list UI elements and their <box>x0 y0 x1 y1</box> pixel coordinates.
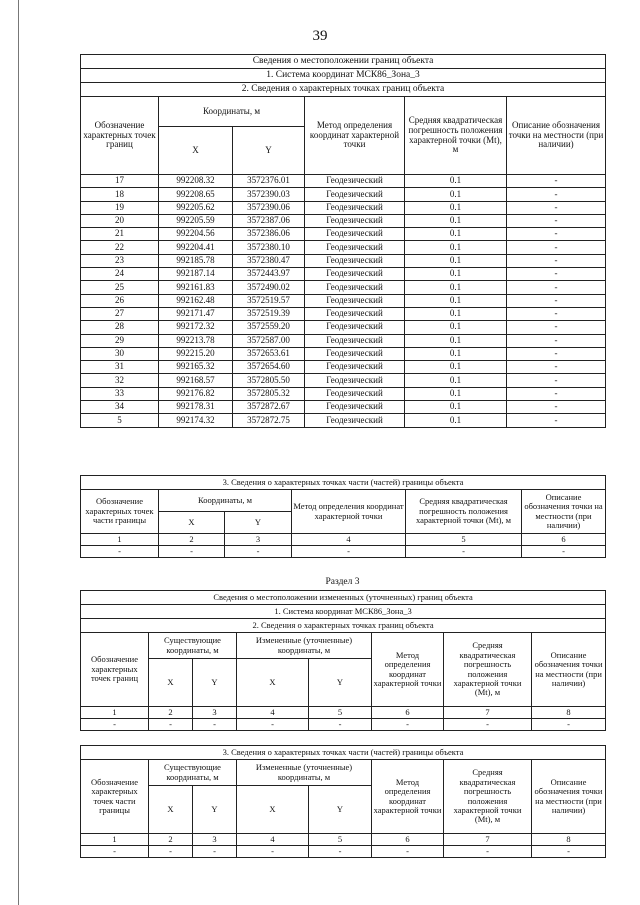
binding-margin-line <box>18 0 19 905</box>
table-cell: 992168.57 <box>159 374 233 387</box>
coordinate-system: 1. Система координат МСК86_Зона_3 <box>81 69 606 83</box>
table-row <box>81 307 606 320</box>
table-cell: Геодезический <box>305 254 405 267</box>
table-cell: 0.1 <box>405 188 507 201</box>
table-cell: 27 <box>81 307 159 320</box>
table-cell: 3572587.00 <box>233 334 305 347</box>
table-cell: 3572386.06 <box>233 228 305 241</box>
column-number: 2 <box>159 534 225 546</box>
column-number: 2 <box>149 834 193 846</box>
table-cell: 3572443.97 <box>233 268 305 281</box>
table-cell: - <box>81 546 159 558</box>
table-cell: 0.1 <box>405 175 507 188</box>
table-cell: - <box>522 546 606 558</box>
header-changed: Измененные (уточненные) координаты, м <box>237 760 372 786</box>
table-cell: 3572390.06 <box>233 201 305 214</box>
table-cell: - <box>237 846 309 858</box>
table-cell: - <box>444 846 532 858</box>
table-cell: 3572390.03 <box>233 188 305 201</box>
header-x: X <box>159 512 225 534</box>
column-number: 4 <box>237 834 309 846</box>
table-cell: 3572872.67 <box>233 401 305 414</box>
header-y: Y <box>225 512 292 534</box>
table-row <box>81 401 606 414</box>
table-cell: 18 <box>81 188 159 201</box>
column-number: 3 <box>193 707 237 719</box>
table-cell: Геодезический <box>305 281 405 294</box>
table-cell: - <box>532 719 606 731</box>
table-cell: - <box>507 254 606 267</box>
table-cell: - <box>507 214 606 227</box>
table-cell: 992187.14 <box>159 268 233 281</box>
header-method: Метод определения координат характерной точки <box>372 633 444 707</box>
header-point: Обозначение характерных точек части границы <box>81 760 149 834</box>
header-x: X <box>159 127 233 175</box>
table-cell: - <box>292 546 406 558</box>
header-existing: Существующие координаты, м <box>149 633 237 659</box>
header-accuracy: Средняя квадратическая погрешность положения характерной точки (Mt), м <box>444 760 532 834</box>
table-row <box>81 846 606 858</box>
header-description: Описание обозначения точки на местности (при наличии) <box>532 633 606 707</box>
table-cell: - <box>507 321 606 334</box>
header-x: X <box>237 786 309 834</box>
header-coords: Координаты, м <box>159 97 305 127</box>
table-cell: - <box>507 307 606 320</box>
table-cell: 992176.82 <box>159 387 233 400</box>
table-row <box>81 361 606 374</box>
header-point: Обозначение характерных точек границ <box>81 633 149 707</box>
header-y: Y <box>309 786 372 834</box>
table-cell: 992178.31 <box>159 401 233 414</box>
table-cell: 0.1 <box>405 254 507 267</box>
table-cell: 25 <box>81 281 159 294</box>
table-cell: 992215.20 <box>159 347 233 360</box>
table-row <box>81 281 606 294</box>
column-number: 7 <box>444 834 532 846</box>
page-number: 39 <box>312 28 328 44</box>
column-number: 8 <box>532 707 606 719</box>
table-title: 3. Сведения о характерных точках части (частей) границы объекта <box>81 746 606 760</box>
header-existing: Существующие координаты, м <box>149 760 237 786</box>
table-cell: - <box>507 281 606 294</box>
table-cell: Геодезический <box>305 188 405 201</box>
table-cell: - <box>372 719 444 731</box>
header-method: Метод определения координат характерной точки <box>292 490 406 534</box>
table-cell: Геодезический <box>305 294 405 307</box>
changed-boundary-points-table <box>80 590 606 731</box>
table-row <box>81 347 606 360</box>
table-cell: 0.1 <box>405 387 507 400</box>
table-title: Сведения о местоположении измененных (уточненных) границ объекта <box>81 591 606 605</box>
part-boundary-points-table <box>80 475 606 558</box>
table-cell: Геодезический <box>305 228 405 241</box>
table-cell: 0.1 <box>405 361 507 374</box>
table-cell: 992165.32 <box>159 361 233 374</box>
table-body <box>81 175 606 428</box>
table-row <box>81 214 606 227</box>
table-cell: 0.1 <box>405 374 507 387</box>
header-coords: Координаты, м <box>159 490 292 512</box>
column-number: 4 <box>237 707 309 719</box>
table-cell: - <box>81 846 149 858</box>
table-cell: 28 <box>81 321 159 334</box>
header-y: Y <box>233 127 305 175</box>
table-cell: 3572653.61 <box>233 347 305 360</box>
table-cell: - <box>507 241 606 254</box>
table-cell: 992205.62 <box>159 201 233 214</box>
coordinate-system: 1. Система координат МСК86_Зона_3 <box>81 605 606 619</box>
table-row <box>81 374 606 387</box>
table-row <box>81 188 606 201</box>
table-cell: - <box>507 268 606 281</box>
table-cell: - <box>193 719 237 731</box>
column-number: 1 <box>81 834 149 846</box>
table-cell: Геодезический <box>305 401 405 414</box>
table-cell: - <box>309 719 372 731</box>
column-number: 3 <box>225 534 292 546</box>
table-cell: - <box>507 347 606 360</box>
table-cell: Геодезический <box>305 374 405 387</box>
table-subtitle: 2. Сведения о характерных точках границ объекта <box>81 619 606 633</box>
table-cell: 992171.47 <box>159 307 233 320</box>
column-number: 1 <box>81 707 149 719</box>
column-number: 2 <box>149 707 193 719</box>
table-cell: 33 <box>81 387 159 400</box>
header-point: Обозначение характерных точек части границы <box>81 490 159 534</box>
table-cell: 0.1 <box>405 214 507 227</box>
table-cell: - <box>532 846 606 858</box>
table-cell: - <box>81 719 149 731</box>
table-cell: 29 <box>81 334 159 347</box>
table-cell: Геодезический <box>305 241 405 254</box>
table-cell: 992174.32 <box>159 414 233 427</box>
table-row <box>81 334 606 347</box>
section-heading: Раздел 3 <box>325 577 360 587</box>
table-row <box>81 719 606 731</box>
table-cell: 24 <box>81 268 159 281</box>
table-cell: - <box>372 846 444 858</box>
table-cell: - <box>225 546 292 558</box>
table-cell: - <box>309 846 372 858</box>
column-number: 5 <box>406 534 522 546</box>
table-cell: 992213.78 <box>159 334 233 347</box>
table-cell: 3572559.20 <box>233 321 305 334</box>
table-cell: 992162.48 <box>159 294 233 307</box>
header-y: Y <box>193 659 237 707</box>
table-cell: 992205.59 <box>159 214 233 227</box>
table-cell: - <box>193 846 237 858</box>
column-number: 8 <box>532 834 606 846</box>
table-row <box>81 241 606 254</box>
table-cell: - <box>507 374 606 387</box>
table-cell: - <box>507 175 606 188</box>
table-cell: 3572805.50 <box>233 374 305 387</box>
table-cell: 0.1 <box>405 294 507 307</box>
table-cell: - <box>507 188 606 201</box>
table-cell: - <box>149 846 193 858</box>
changed-part-boundary-points-table <box>80 745 606 858</box>
table-cell: 20 <box>81 214 159 227</box>
table-cell: 992204.41 <box>159 241 233 254</box>
table-cell: 992208.65 <box>159 188 233 201</box>
table-cell: - <box>507 228 606 241</box>
table-cell: 3572387.06 <box>233 214 305 227</box>
table-cell: 992172.32 <box>159 321 233 334</box>
table-cell: Геодезический <box>305 361 405 374</box>
table-row <box>81 387 606 400</box>
table-cell: 0.1 <box>405 414 507 427</box>
table-cell: 0.1 <box>405 241 507 254</box>
header-x: X <box>149 659 193 707</box>
header-accuracy: Средняя квадратическая погрешность положения характерной точки (Mt), м <box>405 97 507 175</box>
header-y: Y <box>309 659 372 707</box>
table-cell: Геодезический <box>305 214 405 227</box>
header-x: X <box>149 786 193 834</box>
table-cell: 992208.32 <box>159 175 233 188</box>
table-row <box>81 254 606 267</box>
table-cell: 5 <box>81 414 159 427</box>
table-cell: - <box>507 401 606 414</box>
table-cell: 26 <box>81 294 159 307</box>
table-cell: - <box>507 414 606 427</box>
table-cell: - <box>149 719 193 731</box>
table-cell: Геодезический <box>305 307 405 320</box>
table-cell: 0.1 <box>405 334 507 347</box>
table-cell: 22 <box>81 241 159 254</box>
header-method: Метод определения координат характерной точки <box>372 760 444 834</box>
table-cell: 32 <box>81 374 159 387</box>
table-title: Сведения о местоположении границ объекта <box>81 55 606 69</box>
table-cell: Геодезический <box>305 201 405 214</box>
header-y: Y <box>193 786 237 834</box>
table-cell: - <box>406 546 522 558</box>
column-number: 4 <box>292 534 406 546</box>
table-cell: - <box>444 719 532 731</box>
table-cell: - <box>507 334 606 347</box>
table-cell: 3572872.75 <box>233 414 305 427</box>
table-cell: 17 <box>81 175 159 188</box>
column-number: 1 <box>81 534 159 546</box>
header-x: X <box>237 659 309 707</box>
column-number: 6 <box>522 534 606 546</box>
column-number: 5 <box>309 707 372 719</box>
header-description: Описание обозначения точки на местности (при наличии) <box>522 490 606 534</box>
header-description: Описание обозначения точки на местности (при наличии) <box>532 760 606 834</box>
table-row <box>81 294 606 307</box>
table-row <box>81 268 606 281</box>
table-cell: Геодезический <box>305 387 405 400</box>
table-cell: 3572519.39 <box>233 307 305 320</box>
table-row <box>81 201 606 214</box>
column-number: 7 <box>444 707 532 719</box>
table-cell: 34 <box>81 401 159 414</box>
column-number: 6 <box>372 707 444 719</box>
table-cell: 30 <box>81 347 159 360</box>
table-cell: Геодезический <box>305 268 405 281</box>
table-cell: 23 <box>81 254 159 267</box>
table-cell: 0.1 <box>405 201 507 214</box>
boundary-points-table <box>80 54 606 428</box>
table-row <box>81 175 606 188</box>
table-cell: - <box>237 719 309 731</box>
table-cell: 0.1 <box>405 281 507 294</box>
column-number: 6 <box>372 834 444 846</box>
table-cell: - <box>507 294 606 307</box>
table-cell: 3572380.10 <box>233 241 305 254</box>
table-row <box>81 321 606 334</box>
table-cell: 0.1 <box>405 401 507 414</box>
table-cell: 992185.78 <box>159 254 233 267</box>
table-cell: 3572490.02 <box>233 281 305 294</box>
table-cell: 3572654.60 <box>233 361 305 374</box>
table-cell: 3572519.57 <box>233 294 305 307</box>
table-cell: 992204.56 <box>159 228 233 241</box>
table-cell: 0.1 <box>405 307 507 320</box>
table-cell: - <box>507 361 606 374</box>
table-row <box>81 546 606 558</box>
table-cell: - <box>507 201 606 214</box>
header-accuracy: Средняя квадратическая погрешность положения характерной точки (Mt), м <box>444 633 532 707</box>
table-subtitle: 2. Сведения о характерных точках границ объекта <box>81 83 606 97</box>
table-row <box>81 228 606 241</box>
table-cell: 992161.83 <box>159 281 233 294</box>
table-cell: - <box>159 546 225 558</box>
table-row <box>81 414 606 427</box>
table-cell: 0.1 <box>405 268 507 281</box>
header-method: Метод определения координат характерной точки <box>305 97 405 175</box>
table-cell: 21 <box>81 228 159 241</box>
column-number: 5 <box>309 834 372 846</box>
table-cell: 31 <box>81 361 159 374</box>
table-cell: 0.1 <box>405 321 507 334</box>
table-title: 3. Сведения о характерных точках части (частей) границы объекта <box>81 476 606 490</box>
table-cell: Геодезический <box>305 321 405 334</box>
header-point: Обозначение характерных точек границ <box>81 97 159 175</box>
header-changed: Измененные (уточненные) координаты, м <box>237 633 372 659</box>
table-cell: 0.1 <box>405 347 507 360</box>
table-cell: Геодезический <box>305 334 405 347</box>
table-cell: 0.1 <box>405 228 507 241</box>
table-cell: Геодезический <box>305 347 405 360</box>
column-number: 3 <box>193 834 237 846</box>
header-accuracy: Средняя квадратическая погрешность положения характерной точки (Mt), м <box>406 490 522 534</box>
table-cell: Геодезический <box>305 414 405 427</box>
table-cell: 3572380.47 <box>233 254 305 267</box>
header-description: Описание обозначения точки на местности (при наличии) <box>507 97 606 175</box>
table-cell: Геодезический <box>305 175 405 188</box>
table-cell: 3572376.01 <box>233 175 305 188</box>
table-cell: - <box>507 387 606 400</box>
table-cell: 3572805.32 <box>233 387 305 400</box>
table-cell: 19 <box>81 201 159 214</box>
